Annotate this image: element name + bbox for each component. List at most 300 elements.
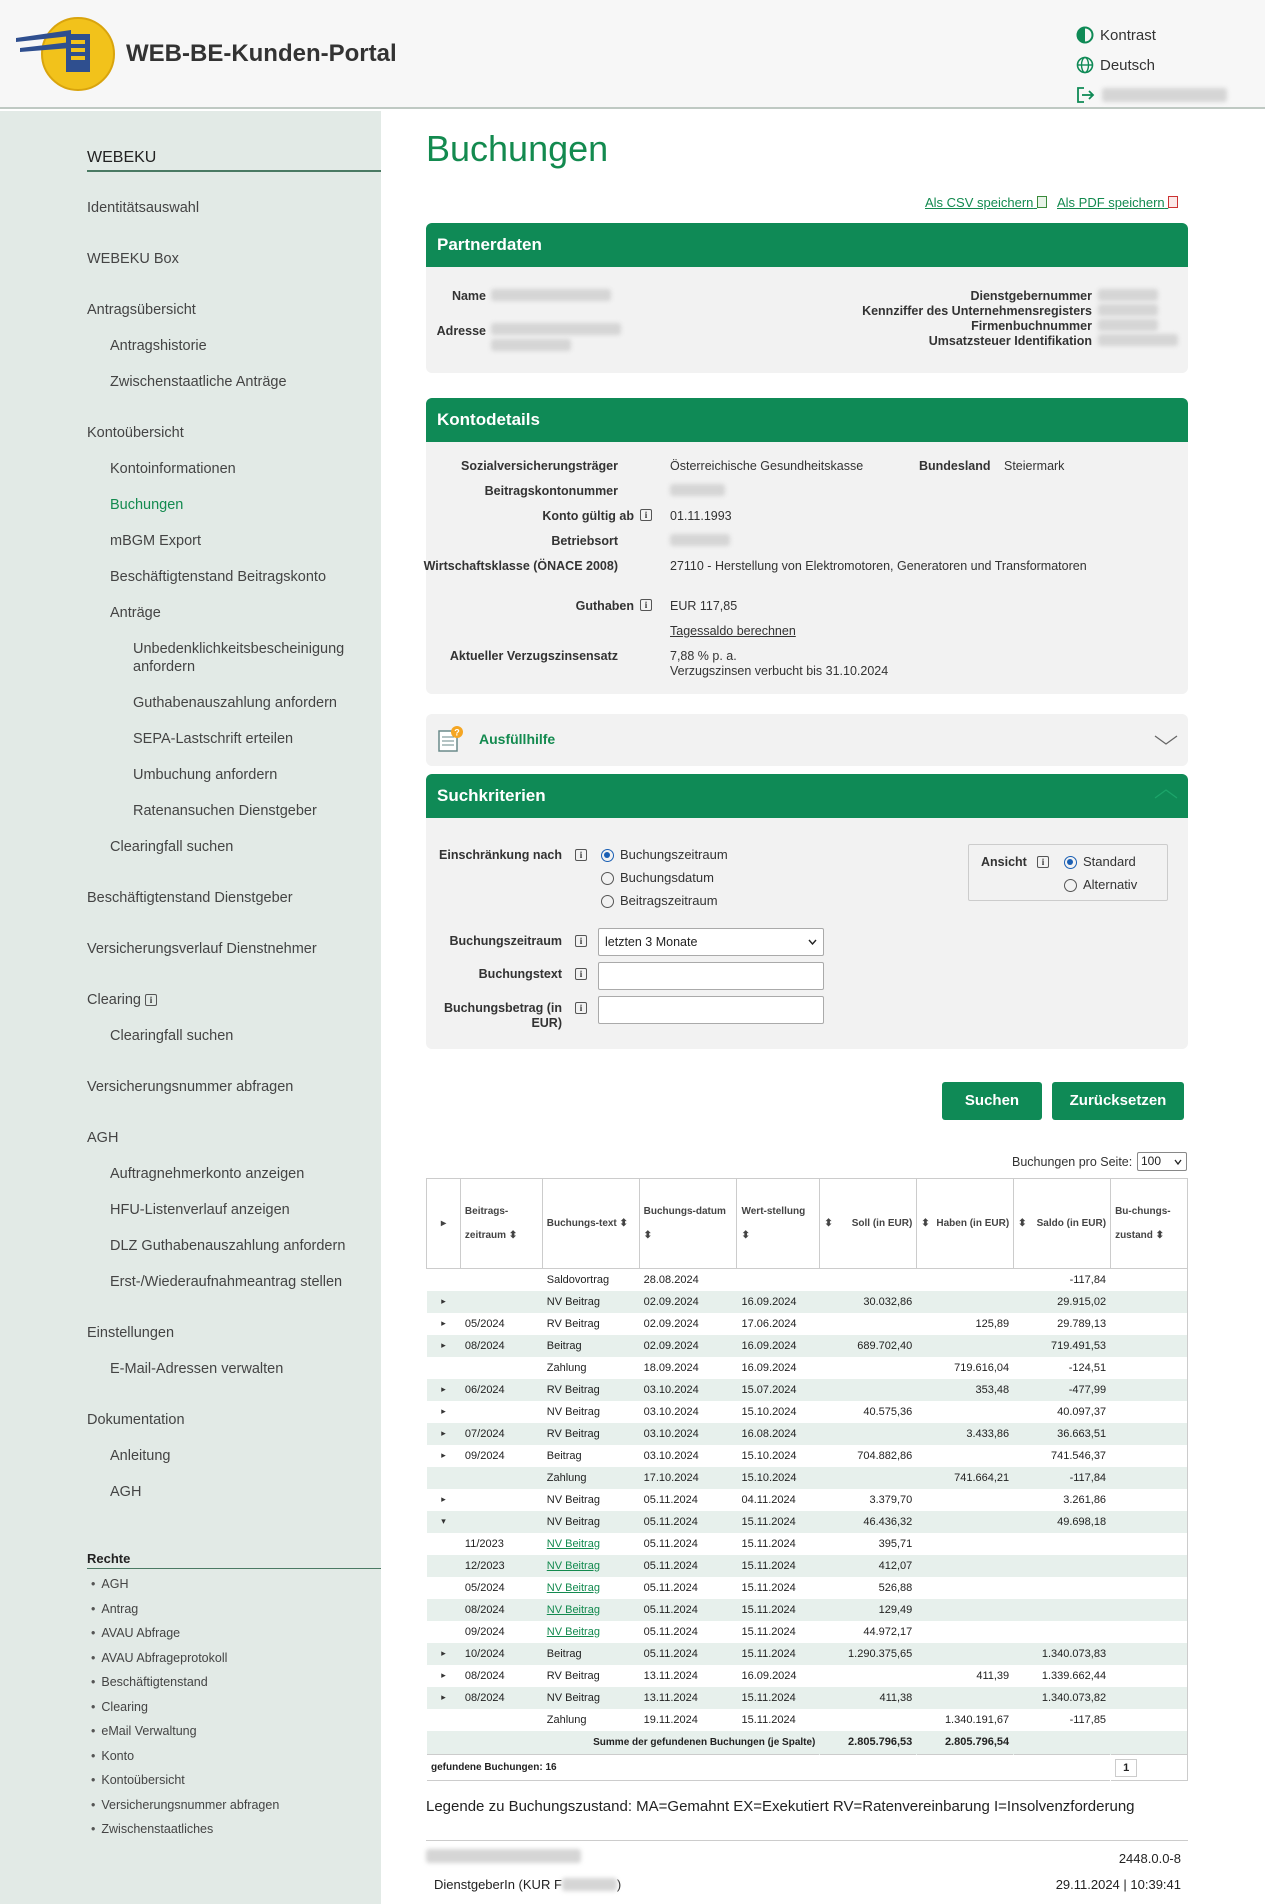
table-cell xyxy=(1111,1401,1188,1423)
expand-toggle[interactable]: ▸ xyxy=(441,1670,446,1680)
globe-icon xyxy=(1076,56,1094,74)
nav-identitaetsauswahl[interactable]: Identitätsauswahl xyxy=(87,200,200,216)
table-row xyxy=(427,1577,1188,1599)
suche-panel xyxy=(426,774,1188,1049)
divider xyxy=(426,1840,1188,1841)
table-cell xyxy=(1111,1291,1188,1313)
contrast-toggle[interactable]: Kontrast xyxy=(1076,20,1227,50)
table-cell: 08/2024 xyxy=(460,1335,542,1357)
table-row[interactable] xyxy=(427,1401,1188,1423)
table-cell: NV Beitrag xyxy=(542,1511,639,1533)
dgnr-label: Dienstgebernummer xyxy=(970,289,1092,303)
table-cell xyxy=(1111,1577,1188,1599)
table-cell: 40.097,37 xyxy=(1057,1405,1107,1418)
sort-icon[interactable]: ⬍ xyxy=(508,1229,518,1241)
buchungsbetrag-input[interactable] xyxy=(598,996,824,1024)
table-row[interactable] xyxy=(427,1291,1188,1313)
role-redacted xyxy=(562,1878,617,1891)
table-row[interactable] xyxy=(427,1313,1188,1335)
table-cell xyxy=(917,1687,1014,1709)
ansicht-box xyxy=(968,844,1168,901)
table-cell xyxy=(820,1665,917,1687)
table-cell: 05.11.2024 xyxy=(643,1537,698,1550)
table-cell xyxy=(1014,1621,1111,1643)
info-icon[interactable]: i xyxy=(575,935,587,947)
nav-clearingfall-suchen[interactable]: Clearingfall suchen xyxy=(110,839,234,855)
table-cell: 13.11.2024 xyxy=(639,1687,737,1709)
help-form-icon xyxy=(437,725,465,753)
sort-icon[interactable]: ⬍ xyxy=(1018,1217,1027,1229)
radio-buchungszeitraum[interactable]: Buchungszeitraum xyxy=(601,847,728,862)
expand-cell xyxy=(427,1709,461,1731)
nv-beitrag-link[interactable]: NV Beitrag xyxy=(546,1537,600,1550)
table-cell: 05.11.2024 xyxy=(639,1599,737,1621)
table-cell: 05.11.2024 xyxy=(639,1643,737,1665)
table-cell: 03.10.2024 xyxy=(639,1379,737,1401)
sort-icon[interactable]: ⬍ xyxy=(1155,1229,1165,1241)
table-cell: 02.09.2024 xyxy=(643,1317,699,1330)
table-cell[interactable] xyxy=(542,1533,639,1555)
table-row xyxy=(427,1533,1188,1555)
table-cell xyxy=(460,1511,542,1533)
col-haben[interactable]: ⬍ Haben (in EUR) xyxy=(917,1179,1014,1269)
expand-cell xyxy=(427,1269,461,1291)
table-cell: 15.10.2024 xyxy=(737,1467,820,1489)
info-icon[interactable]: i xyxy=(640,599,652,611)
einschraenkung-label: Einschränkung nach xyxy=(439,848,562,862)
buchungstext-input[interactable] xyxy=(598,962,824,990)
table-cell xyxy=(820,1357,917,1379)
table-cell: 1.340.073,82 xyxy=(1014,1687,1111,1709)
nv-beitrag-link[interactable]: NV Beitrag xyxy=(546,1581,600,1594)
nav-guthabenauszahlung[interactable]: Guthabenauszahlung anfordern xyxy=(133,695,337,711)
bundesland-label: Bundesland xyxy=(919,459,991,473)
nav-mbgm-export[interactable]: mBGM Export xyxy=(110,533,202,549)
expand-toggle[interactable]: ▸ xyxy=(427,1423,461,1445)
version: 2448.0.0-8 xyxy=(1118,1851,1181,1866)
table-cell: 1.290.375,65 xyxy=(820,1643,917,1665)
table-cell: 05.11.2024 xyxy=(643,1493,698,1506)
nav-dlz-guthabenauszahlung[interactable]: DLZ Guthabenauszahlung anfordern xyxy=(110,1238,346,1254)
expand-cell xyxy=(427,1621,461,1643)
pagination-page[interactable]: 1 xyxy=(1115,1759,1137,1777)
pdf-icon xyxy=(1168,196,1178,208)
table-cell: 3.379,70 xyxy=(869,1493,913,1506)
guthaben-label: Guthaben xyxy=(575,599,634,613)
table-cell: 125,89 xyxy=(975,1317,1010,1330)
nav-webeku-box[interactable]: WEBEKU Box xyxy=(87,251,179,267)
table-cell xyxy=(460,1467,542,1489)
footer-redacted xyxy=(426,1849,581,1863)
table-cell: -117,84 xyxy=(1069,1273,1107,1286)
expand-cell xyxy=(427,1467,461,1489)
suche-panel-title[interactable]: Suchkriterien xyxy=(426,774,1188,818)
nav-clearing[interactable]: Clearing i xyxy=(87,992,157,1008)
table-cell: 15.11.2024 xyxy=(737,1599,820,1621)
table-cell xyxy=(1111,1445,1188,1467)
nav-kontouebersicht[interactable]: Kontoübersicht xyxy=(87,425,184,441)
partner-panel-title: Partnerdaten xyxy=(426,223,1188,267)
table-cell: 15.11.2024 xyxy=(737,1555,820,1577)
nav-dokumentation[interactable]: Dokumentation xyxy=(87,1412,185,1428)
table-cell xyxy=(460,1269,542,1291)
csv-export-link[interactable]: Als CSV speichern xyxy=(925,195,1047,210)
nav-sepa-lastschrift[interactable]: SEPA-Lastschrift erteilen xyxy=(133,731,294,747)
bknr-redacted xyxy=(670,484,725,496)
table-cell xyxy=(917,1621,1014,1643)
nav-zwischenstaatliche-antraege[interactable]: Zwischenstaatliche Anträge xyxy=(110,374,287,390)
table-cell xyxy=(820,1423,917,1445)
table-cell: 16.09.2024 xyxy=(741,1361,797,1374)
table-row[interactable] xyxy=(427,1379,1188,1401)
expand-toggle[interactable]: ▸ xyxy=(427,1687,461,1709)
rechte-item: • AGH xyxy=(91,1577,128,1591)
table-cell xyxy=(460,1357,542,1379)
table-cell xyxy=(1111,1467,1188,1489)
table-row[interactable] xyxy=(427,1445,1188,1467)
bz-label: Buchungszeitraum xyxy=(449,934,562,948)
nav-beschaeftigtenstand-dienstgeber[interactable]: Beschäftigtenstand Dienstgeber xyxy=(87,890,293,906)
table-row[interactable] xyxy=(427,1687,1188,1709)
expand-cell xyxy=(427,1533,461,1555)
table-cell: 03.10.2024 xyxy=(643,1405,699,1418)
table-cell: 03.10.2024 xyxy=(643,1449,699,1462)
table-cell: 46.436,32 xyxy=(820,1511,917,1533)
sort-icon[interactable]: ⬍ xyxy=(741,1229,750,1241)
col-soll[interactable]: ⬍ Soll (in EUR) xyxy=(820,1179,917,1269)
nav-kontoinformationen[interactable]: Kontoinformationen xyxy=(110,461,236,477)
table-cell: 353,48 xyxy=(917,1379,1014,1401)
sort-icon[interactable]: ⬍ xyxy=(619,1217,628,1229)
info-icon[interactable]: i xyxy=(145,994,157,1006)
name-label: Name xyxy=(451,289,486,303)
table-cell: 704.882,86 xyxy=(857,1449,913,1462)
table-cell xyxy=(820,1467,917,1489)
table-cell: 06/2024 xyxy=(460,1379,542,1401)
rechte-item: • Antrag xyxy=(91,1602,138,1616)
buchungszeitraum-select[interactable]: letzten 3 Monate xyxy=(598,928,824,956)
rechte-item: • AVAU Abfrage xyxy=(91,1626,180,1640)
table-cell: 10/2024 xyxy=(460,1643,542,1665)
table-cell: 02.09.2024 xyxy=(639,1291,737,1313)
table-cell: 05/2024 xyxy=(464,1581,505,1594)
tagessaldo-link[interactable]: Tagessaldo berechnen xyxy=(670,624,796,638)
expand-toggle[interactable]: ▸ xyxy=(441,1318,446,1328)
table-cell xyxy=(820,1709,917,1731)
radio-buchungsdatum[interactable]: Buchungsdatum xyxy=(601,870,714,885)
table-cell: RV Beitrag xyxy=(542,1379,639,1401)
table-cell xyxy=(1111,1357,1188,1379)
guthaben-value: EUR 117,85 xyxy=(670,599,738,613)
table-cell: 09/2024 xyxy=(464,1625,505,1638)
table-cell xyxy=(1111,1621,1188,1643)
table-cell xyxy=(917,1445,1014,1467)
nav-antragsuebersicht[interactable]: Antragsübersicht xyxy=(87,302,196,318)
table-cell xyxy=(1111,1533,1188,1555)
nav-versicherungsverlauf[interactable]: Versicherungsverlauf Dienstnehmer xyxy=(87,941,317,957)
nv-beitrag-link[interactable]: NV Beitrag xyxy=(546,1625,600,1638)
table-row[interactable] xyxy=(427,1643,1188,1665)
table-cell: 40.575,36 xyxy=(863,1405,913,1418)
expand-toggle[interactable]: ▸ xyxy=(441,1450,446,1460)
sort-icon[interactable]: ⬍ xyxy=(824,1217,833,1229)
nav-ratenansuchen[interactable]: Ratenansuchen Dienstgeber xyxy=(133,803,317,819)
table-cell xyxy=(1111,1511,1188,1533)
table-cell: 44.972,17 xyxy=(863,1625,913,1638)
table-cell: -124,51 xyxy=(1068,1361,1107,1374)
nav-antragshistorie[interactable]: Antragshistorie xyxy=(110,338,207,354)
name-redacted xyxy=(491,289,611,301)
zins-label: Aktueller Verzugszinsensatz xyxy=(449,649,618,663)
expand-toggle[interactable]: ▸ xyxy=(427,1335,461,1357)
table-cell: -117,85 xyxy=(1069,1713,1107,1726)
info-icon[interactable]: i xyxy=(640,509,652,521)
radio-standard[interactable]: Standard xyxy=(1064,854,1136,869)
table-row[interactable] xyxy=(427,1335,1188,1357)
partner-panel xyxy=(426,223,1188,373)
table-cell[interactable] xyxy=(542,1621,639,1643)
found-count: gefundene Buchungen: 16 xyxy=(427,1755,1111,1781)
value-redacted xyxy=(1098,304,1158,316)
info-icon[interactable]: i xyxy=(575,968,587,980)
table-cell: 05/2024 xyxy=(464,1317,505,1330)
table-cell: NV Beitrag xyxy=(546,1493,600,1506)
table-cell: 411,39 xyxy=(976,1669,1010,1682)
table-cell: 15.11.2024 xyxy=(737,1643,820,1665)
table-cell: 13.11.2024 xyxy=(643,1669,698,1682)
nav-hfu-listenverlauf[interactable]: HFU-Listenverlauf anzeigen xyxy=(110,1202,290,1218)
table-cell: 08/2024 xyxy=(460,1687,542,1709)
radio-selected[interactable] xyxy=(1064,856,1077,869)
nv-beitrag-link[interactable]: NV Beitrag xyxy=(546,1559,600,1572)
table-cell: Zahlung xyxy=(542,1467,639,1489)
table-row xyxy=(427,1555,1188,1577)
table-row xyxy=(427,1357,1188,1379)
table-cell: 16.09.2024 xyxy=(737,1291,820,1313)
table-cell: NV Beitrag xyxy=(542,1687,639,1709)
table-cell xyxy=(1111,1379,1188,1401)
info-icon[interactable]: i xyxy=(1037,856,1049,868)
nav-agh-doc[interactable]: AGH xyxy=(110,1484,142,1500)
table-cell xyxy=(1014,1533,1111,1555)
divider xyxy=(87,1568,381,1569)
per-page-label: Buchungen pro Seite: xyxy=(1012,1155,1133,1169)
info-icon[interactable]: i xyxy=(575,849,587,861)
table-cell xyxy=(460,1401,542,1423)
nav-antraege[interactable]: Anträge xyxy=(110,605,161,621)
table-cell: 19.11.2024 xyxy=(643,1713,698,1726)
info-icon[interactable]: i xyxy=(575,1002,587,1014)
portal-title: WEB-BE-Kunden-Portal xyxy=(126,40,397,67)
table-cell: Zahlung xyxy=(546,1361,587,1374)
per-page-select[interactable]: 100 xyxy=(1137,1152,1187,1171)
ansicht-label: Ansicht xyxy=(981,855,1027,869)
svt-value: Österreichische Gesundheitskasse xyxy=(670,459,864,473)
table-cell: 719.491,53 xyxy=(1014,1335,1111,1357)
table-cell: 15.11.2024 xyxy=(741,1625,796,1638)
sort-icon[interactable]: ⬍ xyxy=(643,1229,653,1241)
sum-soll: 2.805.796,53 xyxy=(820,1731,917,1755)
table-cell: 11/2023 xyxy=(464,1537,504,1550)
table-row xyxy=(427,1269,1188,1291)
nav-einstellungen[interactable]: Einstellungen xyxy=(87,1325,175,1341)
table-cell xyxy=(1014,1599,1111,1621)
table-cell xyxy=(917,1269,1014,1291)
sidebar xyxy=(0,111,381,1904)
table-cell: 526,88 xyxy=(878,1581,913,1594)
svg-text:?: ? xyxy=(454,727,460,738)
ausfuellhilfe-panel[interactable] xyxy=(426,714,1188,766)
found-row xyxy=(427,1755,1188,1781)
nv-beitrag-link[interactable]: NV Beitrag xyxy=(546,1603,600,1616)
reset-button[interactable]: Zurücksetzen xyxy=(1052,1082,1184,1120)
betriebsort-label: Betriebsort xyxy=(551,534,618,548)
table-cell: 15.10.2024 xyxy=(741,1405,797,1418)
nav-buchungen[interactable]: Buchungen xyxy=(110,497,184,513)
table-cell[interactable] xyxy=(542,1599,639,1621)
kennziffer-label: Kennziffer des Unternehmensregisters xyxy=(862,304,1092,318)
gueltig-value: 01.11.1993 xyxy=(670,509,732,523)
radio[interactable] xyxy=(601,872,614,885)
chevron-down-icon xyxy=(808,939,817,945)
expand-toggle[interactable]: ▸ xyxy=(427,1291,461,1313)
table-cell: 29.789,13 xyxy=(1057,1317,1107,1330)
expand-toggle[interactable]: ▸ xyxy=(441,1494,446,1504)
nav-email-adressen[interactable]: E-Mail-Adressen verwalten xyxy=(110,1361,284,1377)
table-cell: Beitrag xyxy=(542,1643,639,1665)
gueltig-label: Konto gültig ab xyxy=(542,509,634,523)
radio[interactable] xyxy=(1064,879,1077,892)
ausfuellhilfe-title: Ausfüllhilfe xyxy=(479,731,556,747)
table-cell: Zahlung xyxy=(546,1713,587,1726)
col-beitragszeitraum[interactable]: Beitrags-zeitraum ⬍ xyxy=(460,1179,542,1269)
logout-link[interactable] xyxy=(1076,80,1227,110)
user-name-redacted xyxy=(1102,88,1227,102)
nav-versicherungsnummer[interactable]: Versicherungsnummer abfragen xyxy=(87,1079,294,1095)
col-buchungsdatum[interactable]: Buchungs-datum ⬍ xyxy=(639,1179,737,1269)
table-cell: 1.340.073,83 xyxy=(1014,1643,1111,1665)
table-cell xyxy=(1111,1269,1188,1291)
table-cell: 15.11.2024 xyxy=(737,1511,820,1533)
table-cell xyxy=(917,1599,1014,1621)
table-row[interactable] xyxy=(427,1489,1188,1511)
logo[interactable] xyxy=(16,16,116,92)
radio[interactable] xyxy=(601,895,614,908)
table-row[interactable] xyxy=(427,1423,1188,1445)
address-redacted xyxy=(491,339,571,351)
sort-icon[interactable]: ⬍ xyxy=(921,1217,930,1229)
expand-toggle[interactable]: ▸ xyxy=(427,1379,461,1401)
address-redacted xyxy=(491,323,621,335)
table-cell[interactable] xyxy=(542,1555,639,1577)
radio-beitragszeitraum[interactable]: Beitragszeitraum xyxy=(601,893,718,908)
table-cell: Beitrag xyxy=(542,1335,639,1357)
table-header-row xyxy=(427,1179,1188,1269)
table-cell xyxy=(1111,1599,1188,1621)
search-button[interactable]: Suchen xyxy=(942,1082,1042,1120)
rechte-item: • Versicherungsnummer abfragen xyxy=(91,1798,279,1812)
col-saldo[interactable]: ⬍ Saldo (in EUR) xyxy=(1014,1179,1111,1269)
betriebsort-redacted xyxy=(670,534,730,546)
col-buchungszustand[interactable]: Bu-chungs-zustand ⬍ xyxy=(1111,1179,1188,1269)
pdf-export-link[interactable]: Als PDF speichern xyxy=(1057,195,1178,210)
table-cell xyxy=(1014,1577,1111,1599)
table-cell: 17.10.2024 xyxy=(639,1467,737,1489)
table-cell: 15.11.2024 xyxy=(741,1581,796,1594)
sum-haben: 2.805.796,54 xyxy=(917,1731,1014,1755)
table-row[interactable] xyxy=(427,1511,1188,1533)
expand-toggle[interactable]: ▸ xyxy=(441,1406,446,1416)
radio-selected[interactable] xyxy=(601,849,614,862)
contrast-icon xyxy=(1076,26,1094,44)
expand-toggle[interactable]: ▸ xyxy=(427,1643,461,1665)
zins-note: Verzugszinsen verbucht bis 31.10.2024 xyxy=(670,664,889,678)
nav-agh[interactable]: AGH xyxy=(87,1130,119,1146)
expand-column-header: ▸ xyxy=(427,1179,461,1269)
table-cell: 15.11.2024 xyxy=(741,1537,796,1550)
table-cell: NV Beitrag xyxy=(542,1291,639,1313)
table-body xyxy=(427,1269,1188,1781)
nav-anleitung[interactable]: Anleitung xyxy=(110,1448,171,1464)
table-cell: 1.339.662,44 xyxy=(1041,1669,1107,1682)
table-cell: RV Beitrag xyxy=(542,1423,639,1445)
col-buchungstext[interactable]: Buchungs-text ⬍ xyxy=(542,1179,639,1269)
col-wertstellung[interactable]: Wert-stellung ⬍ xyxy=(737,1179,820,1269)
table-cell: 16.08.2024 xyxy=(737,1423,820,1445)
table-cell: 3.433,86 xyxy=(917,1423,1014,1445)
nav-beschaeftigtenstand-beitragskonto[interactable]: Beschäftigtenstand Beitragskonto xyxy=(110,569,327,585)
table-cell xyxy=(917,1555,1014,1577)
table-cell: -117,84 xyxy=(1014,1467,1111,1489)
table-cell xyxy=(1111,1489,1188,1511)
radio-alternativ[interactable]: Alternativ xyxy=(1064,877,1137,892)
table-cell: 1.340.191,67 xyxy=(944,1713,1010,1726)
nav-erst-wiederaufnahmeantrag[interactable]: Erst-/Wiederaufnahmeantrag stellen xyxy=(110,1274,343,1290)
language-select[interactable]: Deutsch xyxy=(1076,50,1227,80)
table-cell: NV Beitrag xyxy=(546,1405,600,1418)
table-cell: 02.09.2024 xyxy=(639,1335,737,1357)
table-cell: 411,38 xyxy=(820,1687,917,1709)
sum-row xyxy=(427,1731,1188,1755)
table-cell: 04.11.2024 xyxy=(741,1493,796,1506)
nav-clearingfall-suchen-2[interactable]: Clearingfall suchen xyxy=(110,1028,234,1044)
table-cell: 741.664,21 xyxy=(917,1467,1014,1489)
expand-toggle[interactable]: ▾ xyxy=(427,1511,461,1533)
nav-unbedenklichkeitsbescheinigung[interactable]: Unbedenklichkeitsbescheinigung anfordern xyxy=(133,641,345,675)
table-cell: 719.616,04 xyxy=(954,1361,1010,1374)
table-cell: 17.06.2024 xyxy=(741,1317,797,1330)
table-cell xyxy=(1111,1687,1188,1709)
table-cell xyxy=(1014,1555,1111,1577)
table-cell xyxy=(820,1269,917,1291)
table-cell[interactable] xyxy=(542,1577,639,1599)
table-cell: 05.11.2024 xyxy=(639,1511,737,1533)
expand-cell xyxy=(427,1577,461,1599)
table-cell: 395,71 xyxy=(878,1537,913,1550)
table-row[interactable] xyxy=(427,1665,1188,1687)
table-cell xyxy=(1111,1709,1188,1731)
table-row xyxy=(427,1621,1188,1643)
table-cell xyxy=(460,1291,542,1313)
table-cell xyxy=(917,1577,1014,1599)
table-cell: 741.546,37 xyxy=(1051,1449,1107,1462)
sidebar-heading: WEBEKU xyxy=(87,149,157,166)
table-cell xyxy=(917,1533,1014,1555)
nav-auftragnehmerkonto[interactable]: Auftragnehmerkonto anzeigen xyxy=(110,1166,305,1182)
nav-umbuchung[interactable]: Umbuchung anfordern xyxy=(133,767,278,783)
expand-cell xyxy=(427,1555,461,1577)
table-cell xyxy=(1111,1313,1188,1335)
